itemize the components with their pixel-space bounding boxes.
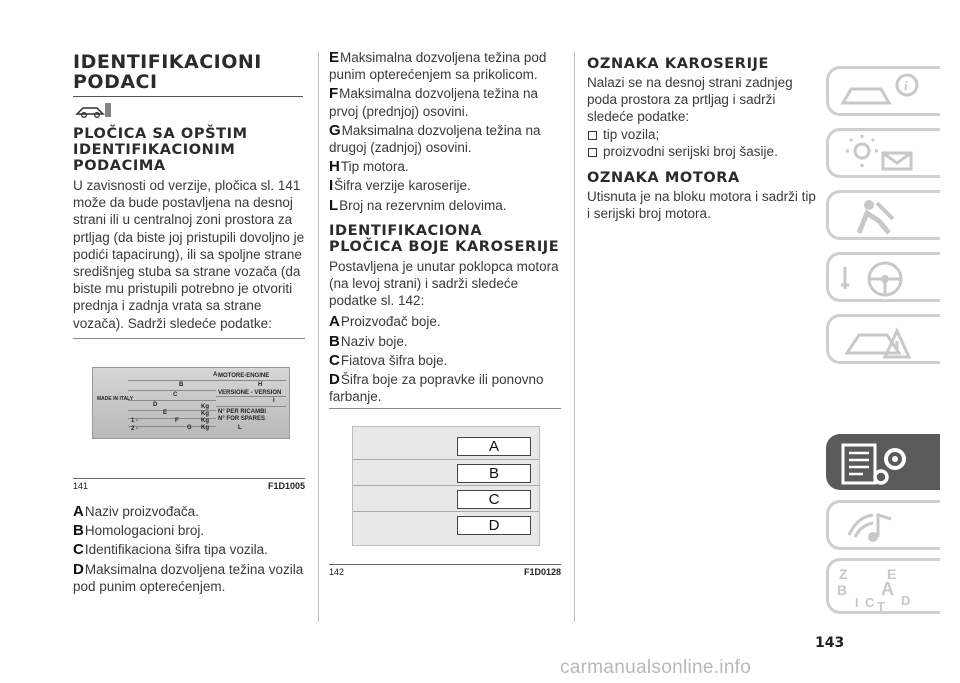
index-icon bbox=[837, 565, 927, 613]
figure-142-top-rule bbox=[329, 408, 561, 409]
list-item: ANaziv proizvođača. bbox=[73, 503, 199, 520]
page-number: 143 bbox=[815, 635, 845, 651]
plate-versione: VERSIONE - VERSION bbox=[218, 390, 282, 396]
multimedia-icon bbox=[837, 507, 927, 547]
index-letter-d: D bbox=[901, 593, 911, 608]
plate-label-i: I bbox=[273, 398, 275, 404]
steering-wheel-icon bbox=[837, 259, 927, 299]
figure-top-rule bbox=[73, 338, 305, 339]
sub-heading-general-plate: PLOČICA SA OPŠTIM IDENTIFIKACIONIM PODACIMA bbox=[73, 126, 248, 174]
list-item: GMaksimalna dozvoljena težina na drugoj (zadnjoj) osovini. bbox=[329, 121, 541, 156]
figure-141-caption bbox=[73, 478, 305, 491]
sub-heading-body-marking: OZNAKA KAROSERIJE bbox=[587, 56, 770, 72]
paragraph-body-marking: Nalazi se na desnoj strani zadnjeg poda prostora za prtljag i sadrži sledeće podatke: bbox=[587, 75, 793, 125]
car-info-icon bbox=[837, 73, 927, 113]
index-letter-b: B bbox=[837, 582, 848, 598]
plate-label-b: B bbox=[179, 382, 184, 388]
identification-plate-figure bbox=[92, 367, 290, 439]
index-letter-e: E bbox=[887, 566, 897, 582]
tab-starting-driving[interactable] bbox=[826, 252, 940, 302]
plate-made-in: MADE IN ITALY bbox=[97, 396, 134, 402]
index-letter-a: A bbox=[881, 579, 894, 599]
list-item: BNaziv boje. bbox=[329, 332, 408, 350]
plate-row-2: 2 - bbox=[131, 426, 139, 432]
index-letter-c: C bbox=[865, 595, 875, 610]
paint-plate-box-b: B bbox=[457, 464, 531, 483]
plate-items-list bbox=[73, 503, 305, 597]
paragraph-engine-marking: Utisnuta je na bloku motora i sadrži tip i serijski broj motora. bbox=[587, 188, 816, 221]
tab-multimedia[interactable] bbox=[826, 500, 940, 550]
list-item: BHomologacioni broj. bbox=[73, 522, 205, 540]
paint-plate-figure bbox=[352, 426, 540, 546]
list-item: DMaksimalna dozvoljena težina vozila pod punim opterećenjem. bbox=[73, 560, 304, 594]
tab-maintenance[interactable] bbox=[826, 434, 940, 490]
plate-label-h: H bbox=[258, 382, 263, 388]
plate-kg-3: Kg bbox=[201, 418, 209, 424]
index-letter-i: I bbox=[855, 595, 859, 610]
plate-kg-1: Kg bbox=[201, 404, 209, 410]
sub-heading-paint-plate: IDENTIFIKACIONA PLOČICA BOJE KAROSERIJE bbox=[329, 222, 560, 255]
index-letter-z: Z bbox=[839, 566, 848, 582]
plate-spares: N° FOR SPARES bbox=[218, 416, 265, 422]
heading-rule bbox=[73, 96, 303, 97]
maintenance-icon bbox=[837, 441, 927, 489]
column-divider-1 bbox=[318, 52, 319, 622]
section-heading-identification: IDENTIFIKACIONI PODACI bbox=[73, 51, 262, 93]
sub-heading-engine-marking: OZNAKA MOTORA bbox=[587, 169, 740, 186]
index-letter-t: T bbox=[877, 599, 885, 613]
airbag-safety-icon bbox=[837, 197, 927, 237]
plate-kg-4: Kg bbox=[201, 425, 209, 431]
paint-plate-box-a: A bbox=[457, 437, 531, 456]
plate-label-c: C bbox=[173, 392, 178, 398]
list-item: EMaksimalna dozvoljena težina pod punim opterećenjem sa prikolicom. bbox=[329, 49, 547, 83]
list-item: HTip motora. bbox=[329, 158, 409, 176]
tab-dashboard-lights[interactable] bbox=[826, 128, 940, 178]
paint-plate-box-d: D bbox=[457, 516, 531, 535]
svg-text:i: i bbox=[904, 78, 908, 93]
paint-plate-box-c: C bbox=[457, 490, 531, 509]
paragraph-paint-plate: Postavljena je unutar poklopca motora (na levoj strani) i sadrži sledeće podatke sl. 142: bbox=[329, 258, 559, 309]
list-item: FMaksimalna dozvoljena težina na prvoj (prednjoj) osovini. bbox=[329, 85, 539, 119]
list-item: tip vozila; bbox=[587, 126, 817, 144]
plate-label-f: F bbox=[175, 418, 179, 424]
plate-motore: MOTORE-ENGINE bbox=[218, 373, 270, 379]
list-item: CIdentifikaciona šifra tipa vozila. bbox=[73, 541, 268, 559]
plate-label-d: D bbox=[153, 402, 158, 408]
plate-kg-2: Kg bbox=[201, 411, 209, 417]
column-3 bbox=[587, 56, 817, 222]
plate-ricambi: N° PER RICAMBI bbox=[218, 409, 267, 415]
plate-label-l: L bbox=[238, 425, 242, 431]
figure-141-number: 141 bbox=[73, 481, 89, 491]
watermark: carmanualsonline.info bbox=[560, 657, 752, 678]
car-lift-icon bbox=[73, 100, 305, 122]
plate-row-1: 1 - bbox=[131, 418, 139, 424]
column-1 bbox=[73, 52, 305, 339]
list-item: DŠifra boje za popravke ili ponovno farbanje. bbox=[329, 371, 544, 405]
emergency-triangle-icon bbox=[837, 321, 927, 361]
figure-142-caption bbox=[329, 564, 561, 577]
dashboard-lights-icon bbox=[837, 135, 927, 175]
tab-index[interactable] bbox=[826, 558, 940, 614]
figure-142-code: F1D0128 bbox=[523, 567, 561, 577]
figure-142-number: 142 bbox=[329, 567, 345, 577]
list-item: CFiatova šifra boje. bbox=[329, 351, 448, 369]
tab-safety[interactable] bbox=[826, 190, 940, 240]
plate-label-e: E bbox=[163, 410, 168, 416]
paragraph-plate-location: U zavisnosti od verzije, pločica sl. 141 može da bude postavljena na desnoj strani ili u centralnoj zoni prostora za prtljag (da biste joj pristupili dovoljno je podići tapacirung), ili sa spoljne strane središnjeg stuba sa strane vozača (da biste mu pristupili potrebno je otvoriti prednja i zadnja vrata sa strane vozača). Sadrži sledeće podatke: bbox=[73, 178, 305, 331]
figure-141-code: F1D1005 bbox=[267, 481, 305, 491]
list-item: LBroj na rezervnim delovima. bbox=[329, 196, 507, 214]
column-2 bbox=[329, 49, 561, 407]
tab-car-info[interactable] bbox=[826, 66, 940, 116]
plate-label-a: A bbox=[213, 372, 218, 378]
plate-label-g: G bbox=[187, 425, 192, 431]
tab-emergency[interactable] bbox=[826, 314, 940, 364]
list-item: IŠifra verzije karoserije. bbox=[329, 177, 471, 195]
list-item: AProizvođač boje. bbox=[329, 313, 441, 331]
column-divider-2 bbox=[574, 52, 575, 622]
list-item: proizvodni serijski broj šasije. bbox=[587, 143, 817, 161]
